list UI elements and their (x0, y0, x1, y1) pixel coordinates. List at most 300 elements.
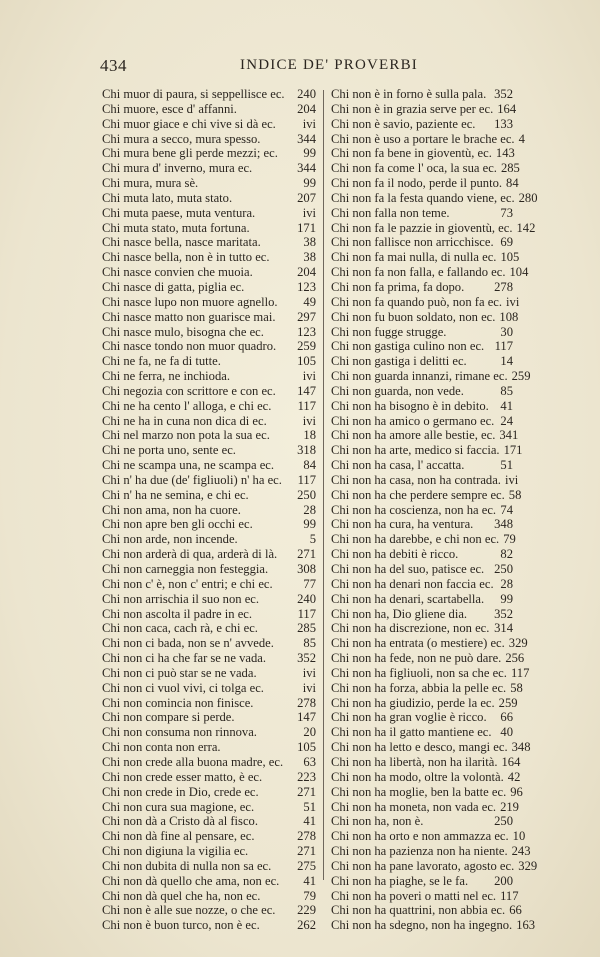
proverb-text: Chi non ama, non ha cuore. (102, 502, 241, 517)
page-reference: 259 (498, 695, 518, 710)
index-entry (102, 517, 316, 532)
page-reference: ivi (506, 294, 520, 309)
proverb-text: Chi non crede in Dio, crede ec. (102, 784, 259, 799)
page-reference: 117 (297, 398, 316, 413)
proverb-text: Chi non comincia non finisce. (102, 695, 254, 710)
page-reference: 285 (500, 161, 520, 176)
index-entry (102, 651, 316, 666)
proverb-text: Chi non ha amico o germano ec. (331, 413, 495, 428)
page-reference: 352 (494, 87, 513, 101)
proverb-text: Chi non ha denari, scartabella. (331, 591, 485, 606)
proverb-text: Chi non apre ben gli occhi ec. (102, 517, 253, 532)
index-entry (102, 621, 316, 636)
page-reference: 105 (297, 354, 316, 369)
index-entry (102, 384, 316, 399)
proverb-text: Chi non ha quattrini, non abbia ec. (331, 903, 506, 918)
page-reference: ivi (302, 205, 316, 220)
index-entry (102, 903, 316, 918)
page-reference: 259 (297, 339, 316, 354)
proverb-text: Chi ne porta uno, sente ec. (102, 443, 236, 458)
page-reference: 240 (297, 87, 316, 101)
index-entry (331, 607, 513, 622)
page-reference: 117 (494, 339, 513, 354)
page-reference: 117 (510, 665, 530, 680)
proverb-text: Chi non ci vuol vivi, ci tolga ec. (102, 680, 264, 695)
page-reference: 99 (303, 146, 316, 161)
index-entry (102, 399, 316, 414)
index-entry (331, 651, 525, 666)
index-entry (102, 295, 316, 310)
page-reference: 77 (303, 576, 316, 591)
page-reference: 352 (494, 606, 513, 621)
page-reference: 250 (494, 814, 513, 829)
page-number: 434 (100, 56, 127, 75)
proverb-text: Chi mura a secco, mura spesso. (102, 131, 261, 146)
proverb-text: Chi non ha, Dio gliene dia. (331, 606, 468, 621)
proverb-text: Chi nasce bella, non è in tutto ec. (102, 250, 270, 265)
page-reference: 278 (297, 829, 316, 844)
index-entry (331, 517, 513, 532)
proverb-text: Chi non dà quel che ha, non ec. (102, 888, 261, 903)
page-reference: 271 (297, 547, 316, 562)
index-entry (102, 488, 316, 503)
index-entry (331, 814, 513, 829)
proverb-text: Chi non ha gran voglie è ricco. (331, 710, 487, 725)
page-reference: 259 (511, 369, 531, 384)
page-reference: 66 (500, 710, 513, 725)
page-reference: 243 (511, 844, 531, 859)
index-entry (102, 191, 316, 206)
index-entry (331, 250, 520, 265)
page-reference: 41 (500, 398, 513, 413)
page-reference: 73 (500, 205, 513, 220)
page-reference: 104 (509, 265, 529, 280)
page-reference: 314 (494, 621, 513, 636)
proverb-text: Chi non ha che perdere sempre ec. (331, 487, 505, 502)
page-reference: 219 (500, 799, 519, 814)
index-entry (331, 740, 531, 755)
proverb-text: Chi non ha letto e desco, mangi ec. (331, 740, 508, 755)
index-entry (102, 785, 316, 800)
page-reference: 79 (303, 888, 316, 903)
proverb-text: Chi non ha il gatto mantiene ec. (331, 725, 492, 740)
proverb-text: Chi non ha denari non faccia ec. (331, 576, 494, 591)
page-reference: 49 (303, 294, 316, 309)
proverb-text: Chi non ha moneta, non vada ec. (331, 799, 497, 814)
page-reference: 117 (297, 606, 316, 621)
index-entry (331, 487, 522, 503)
proverb-text: Chi nasce mulo, bisogna che ec. (102, 324, 264, 339)
page-reference: ivi (302, 680, 316, 695)
index-entry (102, 221, 316, 236)
page-reference: 41 (303, 814, 316, 829)
index-entry (331, 354, 513, 369)
page-reference: ivi (504, 472, 519, 487)
proverb-text: Chi non fa il nodo, perde il punto. (331, 176, 503, 191)
page-reference: 99 (303, 176, 316, 191)
proverb-text: Chi non ha pazienza non ha niente. (331, 844, 508, 859)
index-entry (102, 102, 316, 117)
page-reference: 96 (510, 784, 523, 799)
index-entry (331, 532, 516, 547)
proverb-text: Chi n' ha due (de' figliuoli) n' ha ec. (102, 472, 282, 487)
page-reference: 69 (500, 235, 513, 250)
page-reference: 308 (297, 562, 316, 576)
proverb-text: Chi non è savio, paziente ec. (331, 116, 476, 131)
index-entry (102, 310, 316, 325)
index-entry (102, 503, 316, 518)
proverb-text: Chi non ha, non è. (331, 814, 424, 829)
proverb-text: Chi non ha debiti è ricco. (331, 547, 459, 562)
index-entry (331, 503, 513, 518)
index-entry (102, 740, 316, 755)
page-reference: 74 (500, 502, 513, 517)
index-entry (331, 844, 531, 859)
index-entry (331, 325, 513, 340)
index-entry (102, 339, 316, 354)
index-entry (102, 161, 316, 176)
proverb-text: Chi non caca, cach rà, e chi ec. (102, 621, 258, 636)
proverb-text: Chi ne fa, ne fa di tutte. (102, 354, 221, 369)
page-reference: 200 (494, 873, 513, 888)
proverb-text: Chi non fugge strugge. (331, 324, 447, 339)
index-entry (331, 472, 519, 488)
proverb-text: Chi mura d' inverno, mura ec. (102, 161, 253, 176)
page-reference: 275 (297, 858, 316, 873)
index-entry (102, 369, 316, 384)
index-entry (102, 577, 316, 592)
page-reference: 147 (297, 710, 316, 725)
page-reference: 329 (518, 858, 538, 873)
page-reference: 280 (518, 190, 538, 205)
page-reference: 348 (494, 517, 513, 532)
page-reference: 24 (500, 413, 513, 428)
proverb-text: Chi muor giace e chi vive si dà ec. (102, 116, 276, 131)
proverb-text: Chi non fa prima, fa dopo. (331, 279, 465, 294)
index-entry (331, 874, 513, 889)
proverb-text: Chi ne ferra, ne inchioda. (102, 369, 230, 384)
index-entry (102, 325, 316, 340)
proverb-text: Chi non falla non teme. (331, 205, 450, 220)
proverb-text: Chi non ha bisogno è in debito. (331, 398, 489, 413)
page-reference: 250 (297, 487, 316, 502)
proverb-text: Chi non c' è, non c' entri; e chi ec. (102, 576, 273, 591)
index-entry (331, 710, 513, 725)
page-reference: 123 (297, 324, 316, 339)
page-reference: 352 (297, 651, 316, 666)
page-reference: 14 (500, 354, 513, 369)
proverb-text: Chi non crede alla buona madre, ec. (102, 754, 284, 769)
index-entry (331, 339, 513, 354)
page-reference: 84 (506, 176, 519, 191)
proverb-text: Chi non consuma non rinnova. (102, 725, 257, 740)
proverb-text: Chi non dà a Cristo dà al fisco. (102, 814, 258, 829)
index-entry (102, 607, 316, 622)
page-reference: 20 (303, 725, 316, 740)
page-reference: 278 (297, 695, 316, 710)
index-entry (102, 87, 316, 102)
proverb-text: Chi non carneggia non festeggia. (102, 562, 269, 576)
page-reference: 28 (303, 502, 316, 517)
proverb-text: Chi muor di paura, si seppellisce ec. (102, 87, 285, 101)
index-entry (331, 858, 538, 874)
page-reference: 40 (500, 725, 513, 740)
index-entry (331, 161, 520, 176)
proverb-text: Chi non ha piaghe, se le fa. (331, 873, 469, 888)
page-reference: 163 (516, 918, 536, 933)
index-entry (102, 814, 316, 829)
page-reference: 99 (500, 591, 513, 606)
proverb-text: Chi non fa come l' oca, la sua ec. (331, 161, 497, 176)
index-entry (331, 206, 513, 221)
proverb-text: Chi muta lato, muta stato. (102, 190, 233, 205)
index-entry (331, 280, 513, 295)
page-reference: 28 (500, 576, 513, 591)
page-reference: 271 (297, 784, 316, 799)
page-reference: 318 (297, 443, 316, 458)
index-entry (102, 265, 316, 280)
index-entry (102, 592, 316, 607)
proverb-text: Chi non gastiga i delitti ec. (331, 354, 467, 369)
page-reference: 66 (509, 903, 522, 918)
page-reference: 250 (494, 562, 513, 576)
proverb-text: Chi non arde, non incende. (102, 532, 238, 547)
index-entry (102, 874, 316, 889)
page-reference: ivi (302, 413, 316, 428)
proverb-text: Chi non fa le pazzie in gioventù, ec. (331, 220, 513, 235)
page-reference: 285 (297, 621, 316, 636)
proverb-text: Chi non arderà di qua, arderà di là. (102, 547, 278, 562)
index-entry (331, 428, 519, 443)
proverb-text: Chi non ha forza, abbia la pelle ec. (331, 680, 507, 695)
proverb-text: Chi non fallisce non arricchisce. (331, 235, 494, 250)
page-reference: 133 (494, 116, 513, 131)
index-entry (331, 903, 522, 918)
page-reference: 105 (297, 740, 316, 755)
index-entry (102, 800, 316, 815)
proverb-text: Chi non ha orto e non ammazza ec. (331, 829, 509, 844)
index-entry (331, 725, 513, 740)
proverb-text: Chi nasce di gatta, piglia ec. (102, 279, 245, 294)
proverb-text: Chi non fa quando può, non fa ec. (331, 294, 503, 309)
proverb-text: Chi non ha arte, medico si faccia. (331, 443, 500, 458)
page-reference: 10 (512, 829, 526, 844)
page-header (100, 56, 512, 80)
proverb-text: Chi non ha del suo, patisce ec. (331, 562, 485, 576)
page-reference: 38 (303, 250, 316, 265)
page-reference: 297 (297, 309, 316, 324)
proverb-text: Chi non ci ha che far se ne vada. (102, 651, 267, 666)
index-entry (331, 87, 513, 102)
index-entry (331, 176, 519, 191)
page-reference: 341 (499, 428, 519, 443)
proverb-text: Chi non ha casa, l' accatta. (331, 458, 465, 473)
proverb-text: Chi non ha libertà, non ha ilarità. (331, 754, 498, 769)
index-entry (331, 592, 513, 607)
page-reference: 41 (303, 873, 316, 888)
page-reference: 123 (297, 279, 316, 294)
index-entry (102, 458, 316, 473)
page-reference: 207 (297, 190, 316, 205)
index-entry (331, 265, 529, 280)
index-entry (102, 547, 316, 562)
proverb-text: Chi non ha fede, non ne può dare. (331, 651, 502, 666)
index-entry (102, 206, 316, 221)
proverb-text: Chi non ha modo, oltre la volontà. (331, 769, 504, 784)
page-reference: 58 (508, 487, 522, 502)
proverb-text: Chi non ha coscienza, non ha ec. (331, 502, 497, 517)
index-entry (331, 190, 538, 206)
index-entry (331, 101, 517, 117)
index-entry (331, 888, 519, 904)
proverb-text: Chi non ha figliuoli, non sa che ec. (331, 665, 507, 680)
proverb-text: Chi non cura sua magione, ec. (102, 799, 255, 814)
index-entry (331, 220, 536, 236)
index-entry (331, 399, 513, 414)
index-entry (331, 829, 526, 844)
proverb-text: Chi non ha amore alle bestie, ec. (331, 428, 496, 443)
page-reference: 5 (309, 532, 316, 547)
page-reference: 344 (297, 161, 316, 176)
proverb-text: Chi ne ha cento l' alloga, e chi ec. (102, 398, 272, 413)
proverb-text: Chi non ci può star se ne vada. (102, 665, 257, 680)
page-reference: ivi (302, 665, 316, 680)
proverb-text: Chi muta paese, muta ventura. (102, 205, 256, 220)
page-reference: 240 (297, 591, 316, 606)
proverb-text: Chi nasce matto non guarisce mai. (102, 309, 276, 324)
index-entry (331, 309, 519, 325)
page-reference: 84 (303, 458, 316, 473)
index-entry (102, 132, 316, 147)
proverb-text: Chi non arrischia il suo non ec. (102, 591, 260, 606)
page-reference: 143 (495, 146, 515, 161)
proverb-text: Chi non è uso a portare le brache ec. (331, 131, 515, 146)
index-entry (331, 695, 518, 711)
page-reference: 223 (297, 769, 316, 784)
proverb-text: Chi non fa bene in gioventù, ec. (331, 146, 492, 161)
proverb-text: Chi nasce convien che muoia. (102, 265, 253, 280)
index-entry (331, 799, 519, 815)
page-reference: 79 (503, 532, 516, 547)
page-reference: 271 (297, 844, 316, 859)
proverb-text: Chi non ha sdegno, non ha ingegno. (331, 918, 513, 933)
page-reference: 4 (518, 131, 525, 146)
proverb-text: Chi non fa non falla, e fallando ec. (331, 265, 506, 280)
index-entry (102, 532, 316, 547)
index-entry (331, 636, 528, 651)
proverb-text: Chi non compare si perde. (102, 710, 235, 725)
index-entry (331, 562, 513, 577)
column-divider (323, 90, 324, 880)
proverb-text: Chi mura, mura sè. (102, 176, 199, 191)
index-entry (102, 146, 316, 161)
page-reference: 105 (500, 250, 520, 265)
index-entry (331, 784, 523, 800)
page-reference: 63 (303, 754, 316, 769)
running-title: INDICE DE' PROVERBI (240, 57, 419, 73)
proverb-text: Chi nasce tondo non muor quadro. (102, 339, 277, 354)
proverb-text: Chi non è in grazia serve per ec. (331, 101, 494, 116)
index-entry (102, 889, 316, 904)
index-entry (102, 710, 316, 725)
proverb-text: Chi non digiuna la vigilia ec. (102, 844, 249, 859)
index-entry (331, 443, 523, 458)
index-entry (102, 681, 316, 696)
page-reference: 147 (297, 383, 316, 398)
index-entry (102, 859, 316, 874)
page-reference: ivi (302, 116, 316, 131)
proverb-text: Chi non crede esser matto, è ec. (102, 769, 263, 784)
index-entry (331, 117, 513, 132)
proverb-text: Chi mura bene gli perde mezzi; ec. (102, 146, 278, 161)
index-entry (102, 844, 316, 859)
proverb-text: Chi non è alle sue nozze, o che ec. (102, 903, 276, 918)
proverb-text: Chi muore, esce d' affanni. (102, 101, 237, 116)
page-reference: ivi (302, 369, 316, 384)
proverb-text: Chi ne ha in cuna non dica di ec. (102, 413, 267, 428)
proverb-text: Chi non gastiga culino non ec. (331, 339, 485, 354)
index-entry (331, 458, 513, 473)
page-reference: 229 (297, 903, 316, 918)
page-reference: 30 (500, 324, 513, 339)
proverb-text: Chi non è in forno è sulla pala. (331, 87, 487, 101)
index-entry (331, 146, 513, 161)
page-reference: 117 (500, 888, 519, 903)
page-reference: 344 (297, 131, 316, 146)
index-entry (331, 918, 536, 933)
proverb-text: Chi nasce bella, nasce maritata. (102, 235, 261, 250)
index-entry (102, 250, 316, 265)
proverb-text: Chi non ha entrata (o mestiere) ec. (331, 636, 505, 651)
proverb-text: Chi ne scampa una, ne scampa ec. (102, 458, 275, 473)
proverb-text: Chi non è buon turco, non è ec. (102, 918, 260, 933)
proverb-text: Chi non conta non erra. (102, 740, 221, 755)
proverb-text: Chi non guarda innanzi, rimane ec. (331, 369, 508, 384)
index-entry (331, 577, 513, 592)
index-entry (331, 414, 513, 429)
page-reference: 51 (500, 458, 513, 473)
index-entry (102, 755, 316, 770)
page-reference: 171 (503, 443, 523, 458)
index-entry (102, 414, 316, 429)
index-entry (102, 280, 316, 295)
page-reference: 164 (501, 754, 521, 769)
index-entry (102, 666, 316, 681)
index-entry (102, 770, 316, 785)
page-reference: 256 (505, 651, 525, 666)
proverb-text: Chi non ha casa, non ha contrada. (331, 472, 501, 487)
proverb-text: Chi non fa la festa quando viene, ec. (331, 190, 515, 205)
index-entry (331, 680, 523, 696)
proverb-text: Chi negozia con scrittore e con ec. (102, 383, 276, 398)
proverb-text: Chi non ha pane lavorato, agosto ec. (331, 858, 515, 873)
proverb-text: Chi non dubita di nulla non sa ec. (102, 858, 272, 873)
page-reference: 278 (494, 279, 513, 294)
proverb-text: Chi non ha moglie, ben la batte ec. (331, 784, 507, 799)
index-entry (331, 131, 525, 147)
index-entry (102, 443, 316, 458)
page-reference: 99 (303, 517, 316, 532)
page-reference: 329 (508, 636, 528, 651)
page-reference: 117 (297, 472, 316, 487)
index-entry (102, 117, 316, 132)
proverb-text: Chi non ha cura, ha ventura. (331, 517, 474, 532)
proverb-text: Chi muta stato, muta fortuna. (102, 220, 250, 235)
page-reference: 164 (497, 101, 517, 116)
index-entry (102, 829, 316, 844)
proverb-text: Chi nasce lupo non muore agnello. (102, 294, 278, 309)
page-reference: 262 (297, 918, 316, 933)
